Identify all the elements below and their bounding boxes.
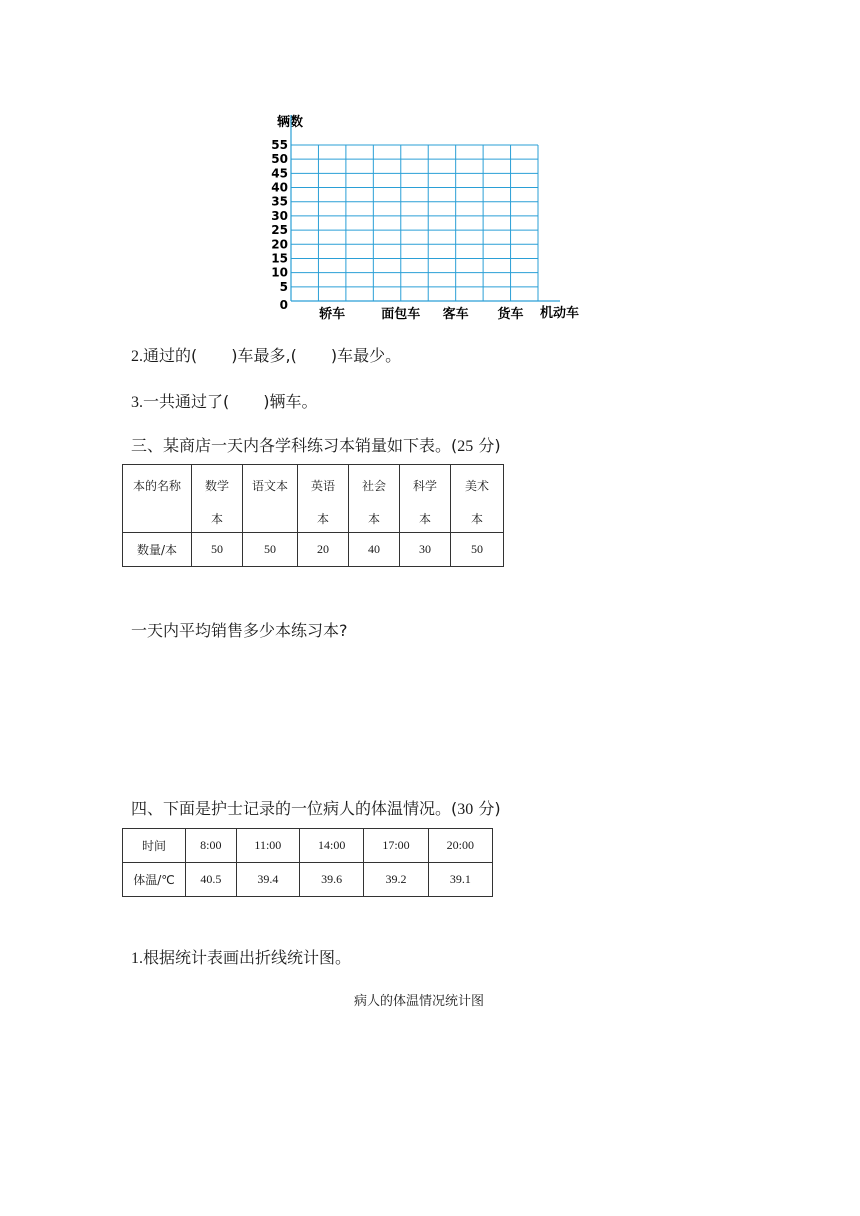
temperature-chart-title: 病人的体温情况统计图 [354,994,485,1009]
subject-line-1: 社会 [361,479,386,493]
y-tick-labels [271,138,288,312]
subject-line-2: 本 [210,512,223,526]
section-4-title: 四、下面是护士记录的一位病人的体温情况。(30 分) [131,799,501,818]
y-tick-label: 10 [271,265,288,280]
table2-temp: 39.4 [236,863,299,897]
x-category-label: 客车 [442,307,469,322]
table1-subject [298,465,349,533]
table2-temp-label: 体温/℃ [123,863,186,897]
notebook-sales-table [122,464,504,567]
x-category-labels [318,306,523,322]
table1-subject [192,465,243,533]
average-question: 一天内平均销售多少本练习本? [131,621,348,640]
table2-time: 8:00 [186,829,237,863]
table1-subject [243,465,298,533]
subject-line-1: 英语 [310,479,335,493]
subject-line-2: 本 [470,512,483,526]
table1-value: 50 [451,533,504,567]
subject-line-2: 本 [367,512,380,526]
x-category-label: 货车 [497,307,524,322]
subject-line-2: 本 [418,512,431,526]
x-category-label: 轿车 [319,307,346,322]
subject-line-2: 本 [316,512,329,526]
table2-temp: 40.5 [186,863,237,897]
table1-value: 50 [192,533,243,567]
table1-header-label: 本的名称 [123,465,192,533]
y-tick-label: 30 [271,208,288,223]
table2-temp: 39.6 [300,863,364,897]
table1-value: 20 [298,533,349,567]
table1-subject [451,465,504,533]
table2-time: 11:00 [236,829,299,863]
subject-line-1: 语文本 [251,479,288,493]
section-3-title: 三、某商店一天内各学科练习本销量如下表。(25 分) [131,436,501,455]
subject-line-1: 美术 [464,479,489,493]
table2-temp: 39.1 [428,863,492,897]
temperature-table [122,828,493,897]
y-tick-label: 0 [279,298,288,312]
x-axis-label: 机动车 [540,306,580,321]
y-tick-label: 50 [271,152,288,167]
table1-row-label: 数量/本 [123,533,192,567]
empty-grid-chart [260,105,600,330]
y-tick-label: 5 [279,279,288,294]
y-axis-label: 辆数 [277,115,304,130]
y-tick-label: 35 [271,194,288,209]
y-tick-label: 40 [271,180,288,195]
question-3: 3.一共通过了( )辆车。 [131,392,318,411]
table2-time: 14:00 [300,829,364,863]
table1-subject [400,465,451,533]
y-tick-label: 25 [271,223,288,238]
table2-temp: 39.2 [364,863,428,897]
table2-time-label: 时间 [123,829,186,863]
question-4-1: 1.根据统计表画出折线统计图。 [131,948,352,967]
x-category-label: 面包车 [381,307,421,322]
table2-time: 17:00 [364,829,428,863]
subject-line-2 [243,494,297,510]
subject-line-1: 科学 [412,479,437,493]
table1-subject [349,465,400,533]
y-tick-label: 55 [271,138,288,152]
table1-value: 50 [243,533,298,567]
table1-value: 40 [349,533,400,567]
table1-value: 30 [400,533,451,567]
y-tick-label: 15 [271,251,288,266]
subject-line-1: 数学 [204,479,229,493]
question-2: 2.通过的( )车最多,( )车最少。 [131,346,402,365]
y-tick-label: 45 [271,166,288,181]
grid-lines [291,115,560,301]
table2-time: 20:00 [428,829,492,863]
y-tick-label: 20 [271,237,288,252]
